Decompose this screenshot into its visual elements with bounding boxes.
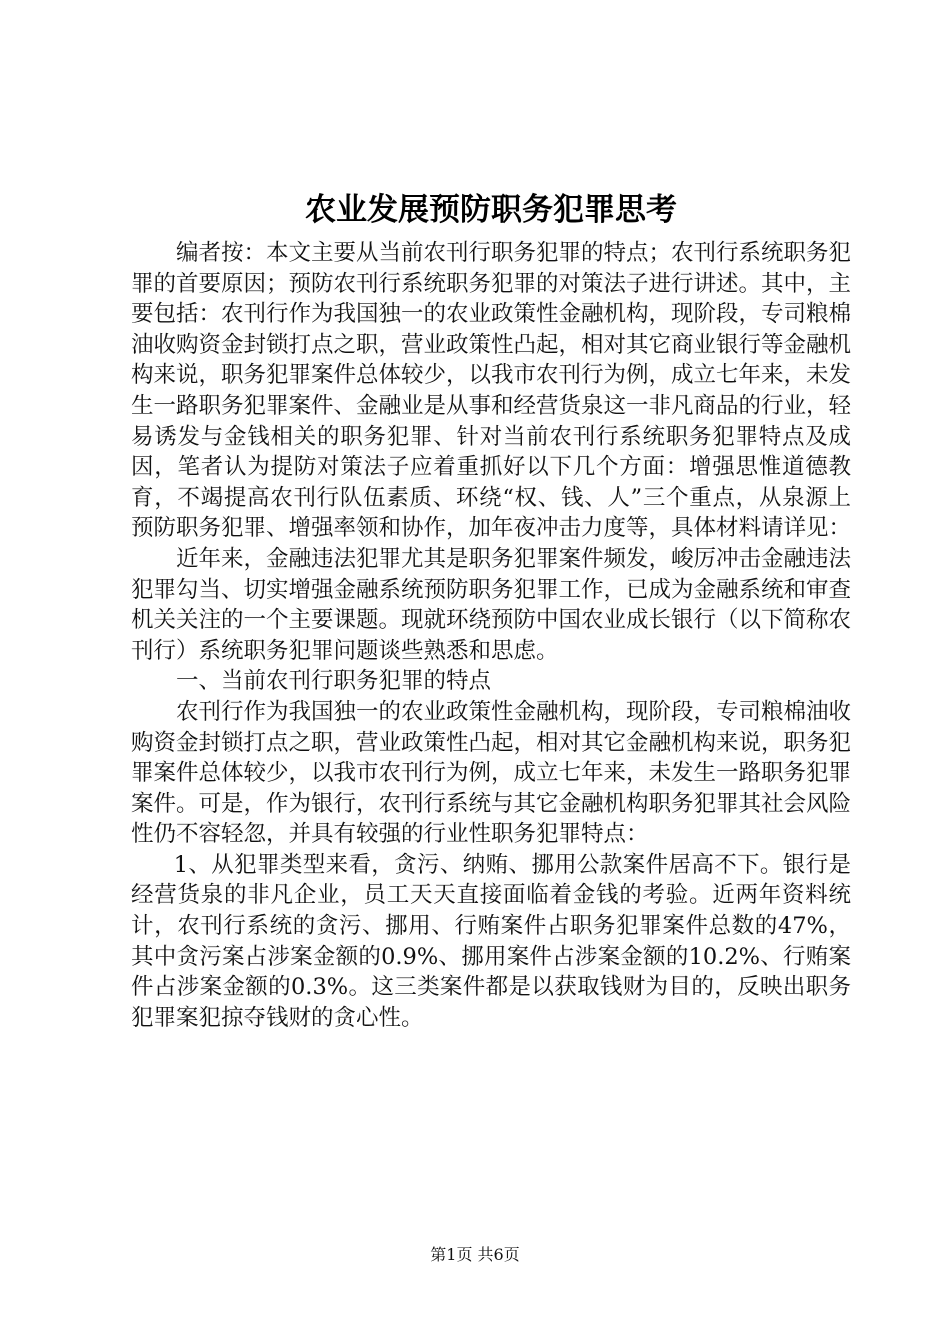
numbered-paragraph: 1、从犯罪类型来看，贪污、纳贿、挪用公款案件居高不下。银行是经营货泉的非凡企业，员工天天直接面临着金钱的考验。近两年资料统计，农刊行系统的贪污、挪用、行贿案件占职务犯罪案件总数的47%，其中贪污案占涉案金额的0.9%、挪用案件占涉案金额的10.2%、行贿案件占涉案金额的0.3%。这三类案件都是以获取钱财为目的，反映出职务犯罪案犯掠夺钱财的贪心性。 xyxy=(131,851,851,1031)
section-heading: 一、当前农刊行职务犯罪的特点 xyxy=(176,668,492,695)
document-body xyxy=(131,188,851,1033)
intro-paragraph: 近年来，金融违法犯罪尤其是职务犯罪案件频发，峻厉冲击金融违法犯罪勾当、切实增强金融系统预防职务犯罪工作，已成为金融系统和审查机关关注的一个主要课题。现就环绕预防中国农业成长银行（以下简称农刊行）系统职务犯罪问题谈些熟悉和思虑。 xyxy=(131,545,852,664)
body-paragraph: 农刊行作为我国独一的农业政策性金融机构，现阶段，专司粮棉油收购资金封锁打点之职，营业政策性凸起，相对其它金融机构来说，职务犯罪案件总体较少，以我市农刊行为例，成立七年来，未发生一路职务犯罪案件。可是，作为银行，农刊行系统与其它金融机构职务犯罪其社会风险性仍不容轻忽，并具有较强的行业性职务犯罪特点： xyxy=(131,698,852,848)
editor-note-paragraph: 编者按：本文主要从当前农刊行职务犯罪的特点；农刊行系统职务犯罪的首要原因；预防农刊行系统职务犯罪的对策法子进行讲述。其中，主要包括：农刊行作为我国独一的农业政策性金融机构，现阶段，专司粮棉油收购资金封锁打点之职，营业政策性凸起，相对其它商业银行等金融机构来说，职务犯罪案件总体较少，以我市农刊行为例，成立七年来，未发生一路职务犯罪案件、金融业是从事和经营货泉这一非凡商品的行业，轻易诱发与金钱相关的职务犯罪、针对当前农刊行系统职务犯罪特点及成因，笔者认为提防对策法子应着重抓好以下几个方面：增强思惟道德教育，不竭提高农刊行队伍素质、环绕“权、钱、人”三个重点，从泉源上预防职务犯罪、增强率领和协作，加年夜冲击力度等，具体材料请详见： xyxy=(131,240,852,542)
document-title: 农业发展预防职务犯罪思考 xyxy=(305,192,677,228)
page-footer: 第1页 共6页 xyxy=(430,1245,520,1264)
